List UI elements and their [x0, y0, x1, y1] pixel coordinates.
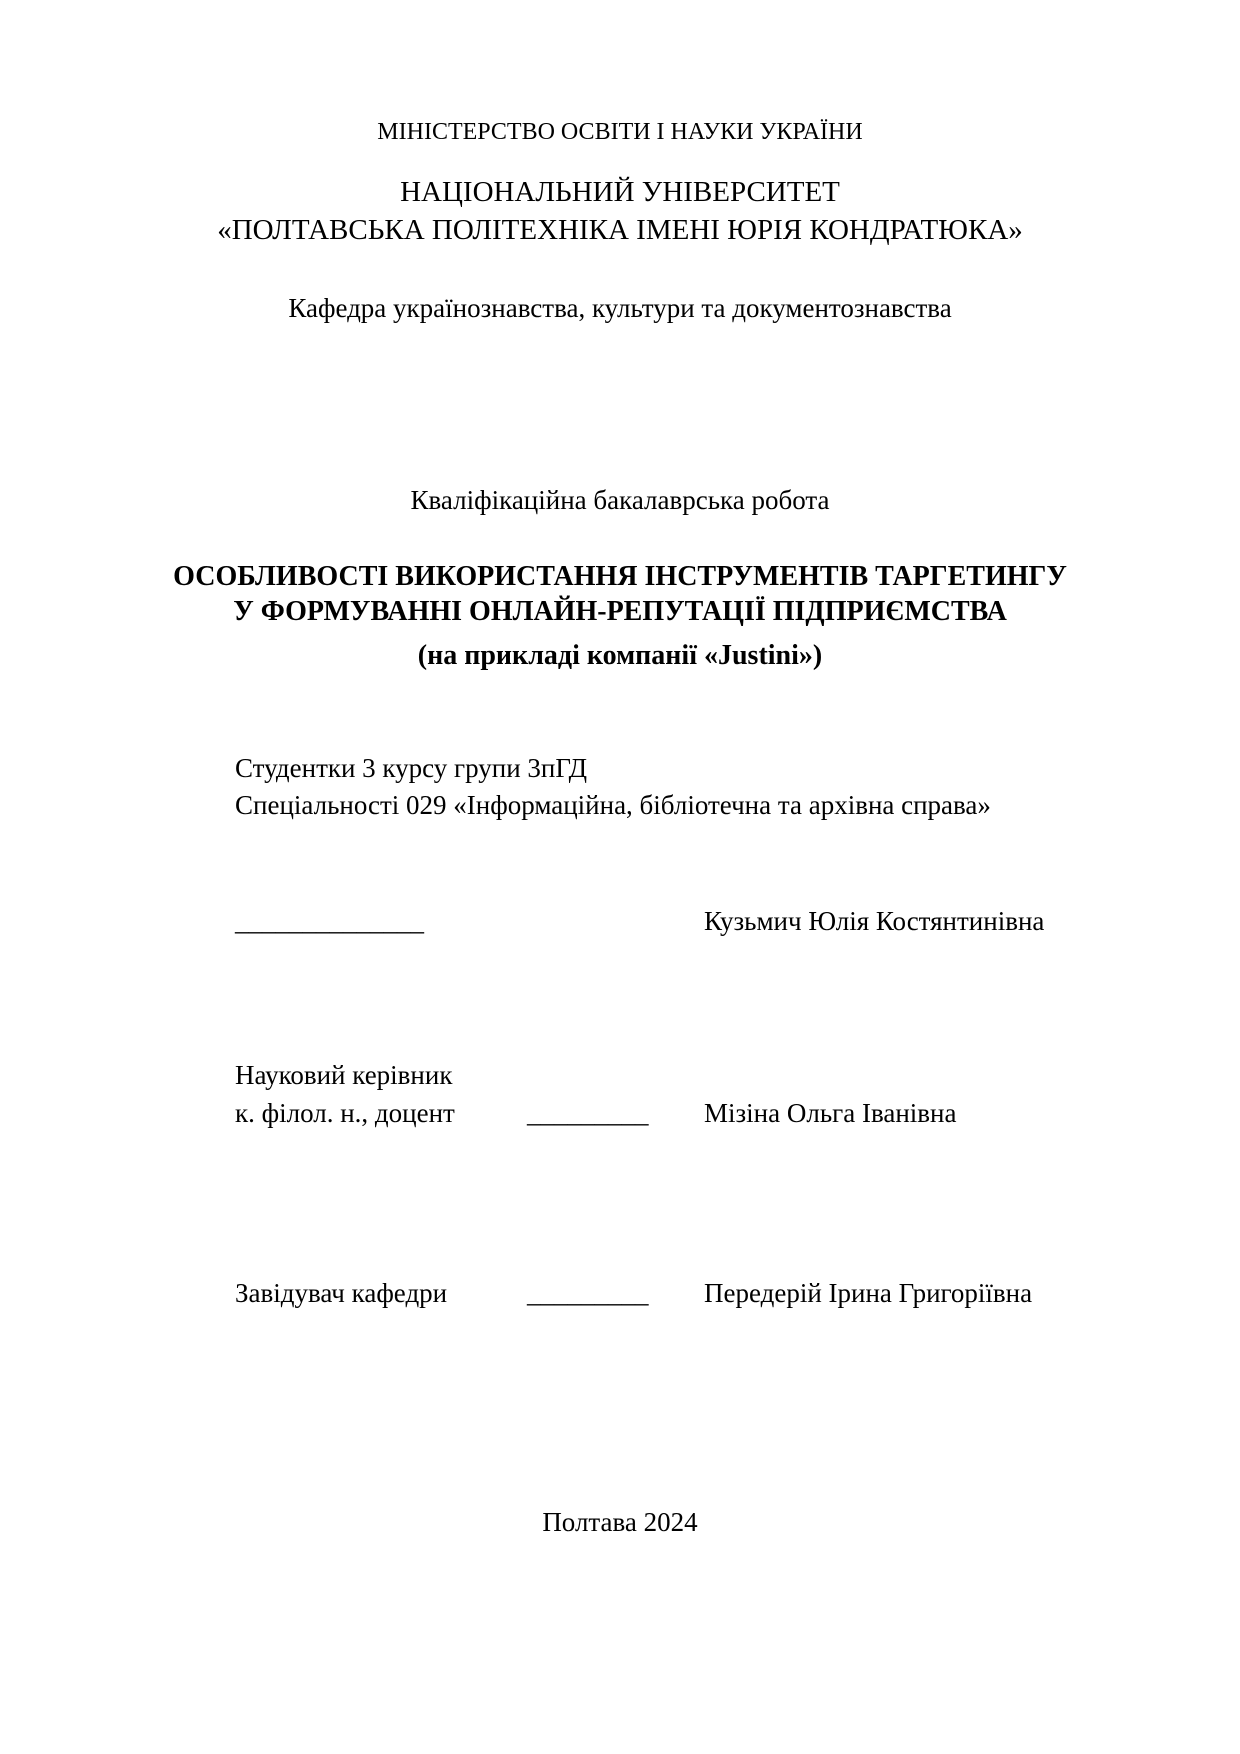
department-name: Кафедра українознавства, культури та документознавства [288, 293, 952, 323]
thesis-title-line-1: ОСОБЛИВОСТІ ВИКОРИСТАННЯ ІНСТРУМЕНТІВ ТАРГЕТИНГУ [173, 561, 1067, 592]
thesis-title-line-3: (на прикладі компанії «Justini») [417, 640, 823, 671]
department-head-name: Передерій Ірина Григоріївна [704, 1278, 1033, 1308]
supervisor-role: Науковий керівник [235, 1060, 453, 1090]
student-specialty-line: Спеціальності 029 «Інформаційна, бібліотечна та архівна справа» [235, 790, 991, 820]
department-head-role: Завідувач кафедри [235, 1278, 448, 1308]
work-type: Кваліфікаційна бакалаврська робота [410, 485, 830, 515]
student-name: Кузьмич Юлія Костянтинівна [704, 906, 1045, 936]
department-head-signature-line: _________ [527, 1278, 649, 1308]
university-name-line-1: НАЦІОНАЛЬНИЙ УНІВЕРСИТЕТ [400, 176, 840, 208]
supervisor-name: Мізіна Ольга Іванівна [704, 1098, 957, 1128]
ministry-heading: МІНІСТЕРСТВО ОСВІТИ І НАУКИ УКРАЇНИ [377, 119, 863, 145]
student-group-line: Студентки 3 курсу групи 3пГД [235, 753, 588, 783]
student-signature-line: ______________ [235, 906, 424, 936]
city-year: Полтава 2024 [542, 1507, 698, 1537]
supervisor-degree: к. філол. н., доцент [235, 1098, 455, 1128]
thesis-title-line-2: У ФОРМУВАННІ ОНЛАЙН-РЕПУТАЦІЇ ПІДПРИЄМСТВА [233, 596, 1007, 627]
university-name-line-2: «ПОЛТАВСЬКА ПОЛІТЕХНІКА ІМЕНІ ЮРІЯ КОНДРАТЮКА» [217, 214, 1023, 246]
supervisor-signature-line: _________ [527, 1098, 649, 1128]
